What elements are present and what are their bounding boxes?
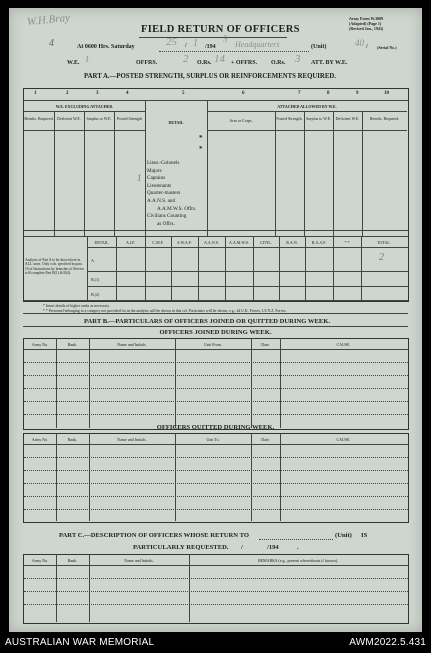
rule (24, 349, 408, 350)
rule (251, 338, 252, 428)
rule (24, 362, 408, 363)
detail-header: DETAIL (168, 120, 184, 125)
rule (87, 286, 408, 287)
rule (333, 111, 334, 236)
part-c-is-label: IS (361, 532, 368, 539)
rule (114, 111, 115, 236)
year-label: /194 (205, 44, 216, 50)
analysis-total-header: TOTAL. (377, 240, 391, 245)
rule (56, 554, 57, 622)
quitted-unit-to-header: Unit To. (206, 437, 220, 442)
serial-separator: / (366, 44, 368, 50)
rule (56, 433, 57, 521)
rule (275, 111, 276, 236)
hw-we-offrs: 1 (85, 54, 90, 64)
ors-label: O.Rs. (197, 60, 212, 66)
offrs-label: OFFRS. (136, 60, 158, 66)
header-reinfts-required: Reinfts. Required. (24, 116, 54, 121)
rule (24, 236, 408, 237)
title-underline (139, 37, 287, 38)
rule (116, 236, 117, 300)
detail-list: Lieut.-Colonels Majors Captains Lieutenants Quarter-masters A.A.N.S. and A.A.M.W.S. Offrs. Civilians Counting as Offrs. (147, 160, 197, 227)
analysis-note: Analysis of Part A to be shown here in ALL cases. Only cols. specified in para. 10 of Instructions by branches of Service will complete Part B(1) & B(4). (25, 258, 85, 276)
rule (24, 565, 408, 566)
header-posted-strength: Posted Strength (116, 116, 143, 121)
rule (24, 388, 408, 389)
rule (279, 236, 280, 300)
at-line-dots (159, 51, 309, 52)
asterisk-mark: * (199, 134, 203, 142)
rule (304, 111, 305, 236)
joined-name-header: Name and Initials. (117, 342, 147, 347)
rule (361, 236, 362, 300)
analysis-row-a: A. (91, 258, 95, 263)
attached-header: ATTACHED ALLOWED BY W.E. (277, 104, 337, 109)
part-c-particularly: PARTICULARLY REQUESTED. (133, 544, 229, 551)
rule (171, 236, 172, 300)
analysis-row-b2: B.(2) (91, 292, 100, 297)
part-c-army-no-header: Army No. (31, 558, 49, 563)
joined-rank-header: Rank. (67, 342, 78, 347)
quitted-rank-header: Rank. (67, 437, 78, 442)
analysis-detail-header: DETAIL (94, 240, 109, 245)
serial-label: (Serial No.) (377, 45, 397, 50)
rule (333, 236, 334, 300)
header-att-deficient: Deficient W.E. (335, 116, 360, 121)
quitted-name-header: Name and Initials. (117, 437, 147, 442)
joined-cause-header: CAUSE. (336, 342, 351, 347)
rule (23, 313, 408, 314)
part-c-date-sep: / (241, 544, 243, 551)
header-arm-corps: Arm or Corps. (229, 118, 253, 123)
we-label: W.E. (67, 60, 80, 66)
quitted-date-header: Date. (261, 437, 270, 442)
rule (225, 236, 226, 300)
rule (280, 433, 281, 521)
rule (24, 375, 408, 376)
quitted-cause-header: CAUSE. (336, 437, 351, 442)
part-c-period: . (297, 544, 299, 551)
quitted-title: OFFICERS QUITTED DURING WEEK. (156, 424, 275, 431)
rule (54, 111, 55, 236)
unit-label: (Unit) (311, 44, 327, 50)
hw-serial: 40 (355, 38, 364, 48)
rule (24, 483, 408, 484)
hw-unit: Headquarters (235, 40, 280, 49)
header-surplus-we: Surplus to W.E. (86, 116, 112, 121)
serial-mark: 4 (49, 38, 54, 49)
plus-offrs-label: + OFFRS. (231, 60, 258, 66)
hw-year-digit: 5 (223, 34, 228, 44)
rule (145, 236, 146, 300)
rule (259, 539, 333, 540)
rule (189, 554, 190, 622)
date-separator: / (185, 43, 187, 49)
rule (24, 100, 408, 101)
footer-institution: AUSTRALIAN WAR MEMORIAL (5, 637, 155, 648)
analysis-civil-header: CIVIL. (260, 240, 272, 245)
rule (175, 433, 176, 521)
part-c-title: PART C.—DESCRIPTION OF OFFICERS WHOSE RETURN TO (59, 532, 249, 539)
ors2-label: O.Rs. (271, 60, 286, 66)
analysis-swaf-header: S.W.A.F. (177, 240, 192, 245)
part-c-unit-label: (Unit) (335, 532, 352, 539)
rule (198, 236, 199, 300)
analysis-ran-header: R.A.N. (286, 240, 298, 245)
rule (87, 236, 88, 300)
header-deficient-we: Deficient W.E. (57, 116, 81, 121)
rule (207, 100, 208, 236)
rule (23, 326, 408, 327)
analysis-row-b1: B.(1) (91, 277, 100, 282)
part-a-title: PART A.—POSTED STRENGTH, SURPLUS OR REINFORCEMENTS REQUIRED. (84, 73, 336, 80)
rule (251, 433, 252, 521)
rule (89, 433, 90, 521)
footnote-2: * * Personnel belonging to a category not provided for in the analysis will be shown in this col. Particulars will be shown, e.g., 2d U.K. Forces; 1/4 N.Z. Forces. (43, 309, 287, 313)
handwritten-signature: W.H.Bray (26, 11, 71, 29)
joined-title: OFFICERS JOINED DURING WEEK. (159, 329, 272, 336)
rule (89, 338, 90, 428)
footer-accession-number: AWM2022.5.431 (349, 637, 426, 648)
analysis-aif-header: A.I.F. (125, 240, 136, 245)
rule (280, 338, 281, 428)
footnote-1: * Insert details of higher ranks as necessary. (43, 304, 110, 308)
rule (175, 338, 176, 428)
rule (253, 236, 254, 300)
rule (87, 271, 408, 272)
rule (305, 236, 306, 300)
hw-day: 25 (166, 36, 177, 48)
hw-we-ors: 14 (214, 53, 225, 65)
joined-table (23, 338, 409, 430)
rule (87, 247, 408, 248)
header-att-reinfts: Reinfts. Required. (369, 116, 400, 121)
header-att-surplus: Surplus to W.E. (305, 116, 332, 121)
quitted-army-no-header: Army No. (31, 437, 49, 442)
rule (145, 100, 146, 236)
rule (24, 414, 408, 415)
we-excluding-header: W.E. EXCLUDING ATTACHED. (55, 104, 114, 109)
hw-ors-att: 3 (295, 53, 301, 65)
att-by-we-label: ATT. BY W.E. (311, 60, 348, 66)
asterisk-mark: * (199, 145, 203, 153)
part-c-remarks-header: REMARKS (e.g., present whereabouts if known). (258, 558, 338, 563)
at-hours-label: At 0600 Hrs. Saturday (77, 44, 135, 50)
rule (56, 338, 57, 428)
analysis-other-header: * * (344, 240, 350, 245)
hw-analysis-total: 2 (379, 252, 384, 263)
rule (24, 604, 408, 605)
analysis-raaf-header: R.A.A.F. (311, 240, 327, 245)
rule (362, 111, 363, 236)
part-b-title: PART B.—PARTICULARS OF OFFICERS JOINED OR QUITTED DURING WEEK. (84, 318, 331, 325)
joined-date-header: Date. (261, 342, 270, 347)
rule (24, 578, 408, 579)
analysis-cmf-header: C.M.F. (152, 240, 164, 245)
hw-col4: 1 (137, 173, 142, 183)
rule (207, 130, 407, 131)
rule (24, 444, 408, 445)
analysis-aans-header: A.A.N.S. (204, 240, 219, 245)
rule (207, 111, 407, 112)
rule (24, 496, 408, 497)
part-c-year: /194 (267, 544, 279, 551)
hw-month: 1 (193, 38, 198, 49)
analysis-aamws-header: A.A.M.W.S. (229, 240, 249, 245)
army-form-ref: Army Form W.3009 (Adapted) (Page 1) (Revised Jan., 1943) (349, 16, 384, 31)
part-c-rank-header: Rank. (67, 558, 78, 563)
rule (24, 300, 408, 301)
hw-offrs-att: 2 (183, 53, 189, 65)
rule (84, 111, 85, 236)
rule (24, 457, 408, 458)
joined-unit-from-header: Unit From. (204, 342, 222, 347)
rule (24, 230, 408, 231)
part-c-name-header: Name and Initials. (124, 558, 154, 563)
rule (89, 554, 90, 622)
rule (24, 401, 408, 402)
rule (24, 470, 408, 471)
rule (24, 591, 408, 592)
form-title: FIELD RETURN OF OFFICERS (141, 24, 300, 35)
rule (24, 509, 408, 510)
header-att-posted: Posted Strength. (276, 116, 303, 121)
form-sheet: Army Form W.3009 (Adapted) (Page 1) (Revised Jan., 1943) W.H.Bray FIELD RETURN OF OFFICERS 4 At 0600 Hrs. Saturday 25 / 1 /194 5 Headquarters (Unit) 40 / (Serial No.) W.E. 1 OFFRS. O.Rs. 14 + OFFRS. 2 O.Rs. 3 ATT. BY W.E. PART A.—POSTED STRENGTH, SURPLUS OR REINFORCEMENTS REQUIRED. 1 2 3 4 5 6 7 8 9 10 W.E. EXCLUDING ATTACHED. ATTACHED ALLOWED BY W.E. DETAIL Reinfts. Required. Deficient W.E. Surplus to W.E. Posted Strength Arm or Corps. Posted Strength. Surplus to W.E. Deficient W.E. Reinfts. Required. * * Lieut.-Colonels Majors Captains Lieutenants Quarter-masters A.A.N.S. and A.A.M.W.S. Offrs. Civilians Counting as Offrs. 1 Analysis of Part A to be shown here in ALL cases. Only cols. specified in para. 10 of Instructions by branches of Service will complete Part B(1) & B(4). DETAIL A.I.F. C.M.F. S.W.A.F. A.A.N.S. A.A.M.W.S. CIVIL. R.A.N. R.A.A.F. * * TOTAL. A. B.(1) B.(2) 2 * Insert details of higher ranks as necessary. * * Personnel belonging to a category not provided for in the analysis will be shown in this col. Particulars will be shown, e.g., 2d U.K. Forces; 1/4 N.Z. Forces. PART B.—PARTICULARS OF OFFICERS JOINED OR QUITTED DURING WEEK. OFFICERS JOINED DURING WEEK. Army No. Rank. Name and Initials. Unit From. Date. CAUSE. OFFICERS QUITTED DURING WEEK. Army No. Rank. Name and Initials. Unit To. Date. CAUSE. PART C.—DESCRIPTION OF OFFICERS WHOSE RETURN TO (Unit) IS PARTICULARLY REQUESTED. / /194 . Army No. Rank. Name and Initials. REMARKS (e.g., present whereabouts if known). (9, 8, 422, 632)
joined-army-no-header: Army No. (31, 342, 49, 347)
